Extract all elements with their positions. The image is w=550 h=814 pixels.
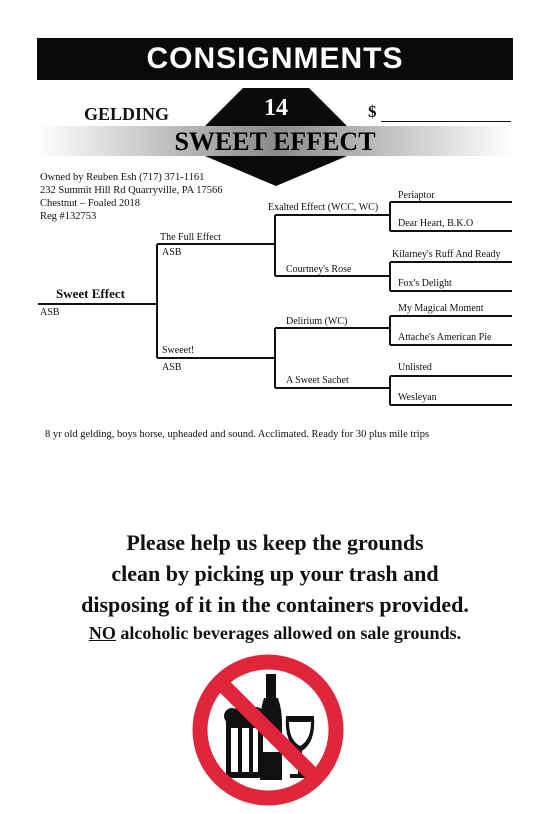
notice-line: clean by picking up your trash and xyxy=(111,561,439,586)
no-emphasis: NO xyxy=(88,623,116,643)
pedigree-dam: Sweeet! xyxy=(162,345,195,356)
pedigree-g3: Kilarney's Ruff And Ready xyxy=(392,249,501,260)
pedigree-g6: Attache's American Pie xyxy=(398,332,492,343)
no-alcohol-icon xyxy=(190,652,346,808)
consignments-banner: CONSIGNMENTS xyxy=(37,38,513,80)
pedigree-sire-sire: Exalted Effect (WCC, WC) xyxy=(268,202,379,213)
pedigree-dam-breed: ASB xyxy=(162,362,182,373)
pedigree-sire-dam: Courtney's Rose xyxy=(286,264,352,275)
lot-number: 14 xyxy=(264,95,288,121)
price-symbol: $ xyxy=(368,102,377,121)
horse-description: 8 yr old gelding, boys horse, upheaded and sound. Acclimated. Ready for 30 plus mile trips xyxy=(45,429,430,440)
pedigree-sire-breed: ASB xyxy=(162,247,182,258)
color-foaled-line: Chestnut – Foaled 2018 xyxy=(40,198,141,209)
registration-line: Reg #132753 xyxy=(40,211,97,222)
pedigree-sire: The Full Effect xyxy=(160,232,221,243)
category-label: GELDING xyxy=(84,104,170,124)
alcohol-notice-rest: alcoholic beverages allowed on sale grounds. xyxy=(115,623,462,643)
pedigree-horse: Sweet Effect xyxy=(56,286,125,301)
pedigree-horse-breed: ASB xyxy=(40,307,60,318)
notice-line: Please help us keep the grounds xyxy=(126,530,424,555)
owner-line: Owned by Reuben Esh (717) 371-1161 xyxy=(40,172,205,183)
pedigree-g2: Dear Heart, B.K.O xyxy=(398,218,474,229)
trash-notice xyxy=(20,527,530,620)
pedigree-g5: My Magical Moment xyxy=(398,303,484,314)
horse-name-title: SWEET EFFECT xyxy=(174,127,376,156)
pedigree-g8: Wesleyan xyxy=(398,392,437,403)
pedigree-dam-sire: Delirium (WC) xyxy=(286,316,348,327)
pedigree-g1: Periaptor xyxy=(398,190,435,201)
pedigree-dam-dam: A Sweet Sachet xyxy=(286,375,349,386)
address-line: 232 Summit Hill Rd Quarryville, PA 17566 xyxy=(40,185,223,196)
pedigree-g7: Unlisted xyxy=(398,362,432,373)
pedigree-g4: Fox's Delight xyxy=(398,278,452,289)
notice-line: disposing of it in the containers provided. xyxy=(81,592,469,617)
alcohol-notice xyxy=(20,623,530,644)
